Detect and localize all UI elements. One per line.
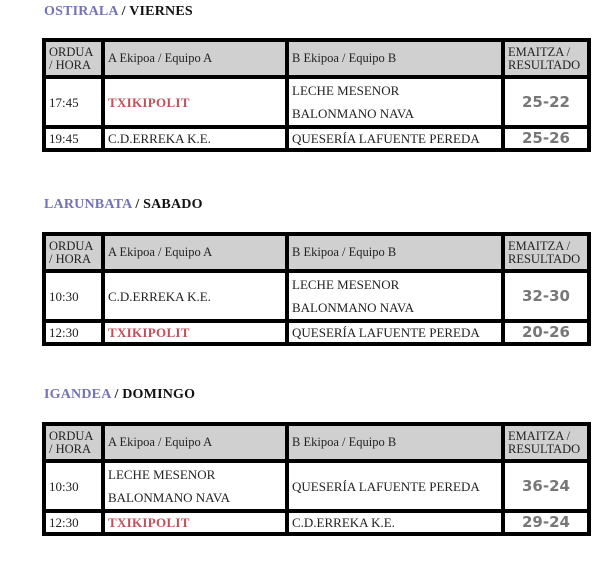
table-row: [44, 127, 589, 150]
header-result: EMAITZA / RESULTADO: [503, 40, 589, 77]
team-b: C.D.ERREKA K.E.: [287, 511, 503, 534]
team-b: [287, 77, 503, 127]
team-a-line2: BALONMANO NAVA: [108, 490, 230, 505]
team-b-line1: LECHE MESENOR: [292, 83, 400, 98]
header-team-b: B Ekipoa / Equipo B: [287, 234, 503, 271]
day-title-spanish: VIERNES: [129, 4, 193, 19]
table-row: [44, 461, 589, 511]
match-result: 32-30: [503, 271, 589, 321]
day-title-saturday: [44, 197, 203, 213]
match-result: 20-26: [503, 321, 589, 344]
table-header-row: [44, 40, 589, 77]
match-time: 12:30: [44, 511, 103, 534]
header-time: ORDUA / HORA: [44, 234, 103, 271]
header-team-a: A Ekipoa / Equipo A: [103, 234, 287, 271]
table-row: [44, 511, 589, 534]
match-result: 36-24: [503, 461, 589, 511]
team-b-line1: LECHE MESENOR: [292, 277, 400, 292]
match-result: 25-22: [503, 77, 589, 127]
header-team-a: A Ekipoa / Equipo A: [103, 424, 287, 461]
match-time: 17:45: [44, 77, 103, 127]
header-time: ORDUA / HORA: [44, 40, 103, 77]
header-time: ORDUA / HORA: [44, 424, 103, 461]
team-b-line2: BALONMANO NAVA: [292, 300, 414, 315]
header-result: EMAITZA / RESULTADO: [503, 424, 589, 461]
schedule-table-friday: [42, 38, 591, 152]
match-result: 25-26: [503, 127, 589, 150]
header-team-a: A Ekipoa / Equipo A: [103, 40, 287, 77]
day-title-basque: LARUNBATA: [44, 197, 132, 212]
match-time: 19:45: [44, 127, 103, 150]
team-a: C.D.ERREKA K.E.: [103, 271, 287, 321]
table-row: [44, 77, 589, 127]
team-a-line1: LECHE MESENOR: [108, 467, 216, 482]
team-a: C.D.ERREKA K.E.: [103, 127, 287, 150]
match-time: 10:30: [44, 271, 103, 321]
team-b: QUESERÍA LAFUENTE PEREDA: [287, 127, 503, 150]
day-title-separator: /: [117, 4, 130, 19]
day-title-basque: IGANDEA: [44, 387, 111, 402]
match-time: 12:30: [44, 321, 103, 344]
day-title-separator: /: [110, 387, 123, 402]
table-row: [44, 321, 589, 344]
day-title-basque: OSTIRALA: [44, 4, 118, 19]
day-title-spanish: DOMINGO: [122, 387, 196, 402]
match-result: 29-24: [503, 511, 589, 534]
day-title-separator: /: [131, 197, 144, 212]
day-title-sunday: [44, 387, 195, 403]
day-title-friday: [44, 4, 193, 20]
header-team-b: B Ekipoa / Equipo B: [287, 424, 503, 461]
team-b-line2: BALONMANO NAVA: [292, 106, 414, 121]
team-b: [287, 271, 503, 321]
table-row: [44, 271, 589, 321]
team-a: TXIKIPOLIT: [103, 321, 287, 344]
schedule-table-saturday: [42, 232, 591, 346]
table-header-row: [44, 424, 589, 461]
team-a: [103, 461, 287, 511]
day-title-spanish: SABADO: [143, 197, 203, 212]
team-a: TXIKIPOLIT: [103, 511, 287, 534]
table-header-row: [44, 234, 589, 271]
match-time: 10:30: [44, 461, 103, 511]
schedule-table-sunday: [42, 422, 591, 536]
team-b: QUESERÍA LAFUENTE PEREDA: [287, 321, 503, 344]
team-b: QUESERÍA LAFUENTE PEREDA: [287, 461, 503, 511]
header-team-b: B Ekipoa / Equipo B: [287, 40, 503, 77]
header-result: EMAITZA / RESULTADO: [503, 234, 589, 271]
team-a: TXIKIPOLIT: [103, 77, 287, 127]
